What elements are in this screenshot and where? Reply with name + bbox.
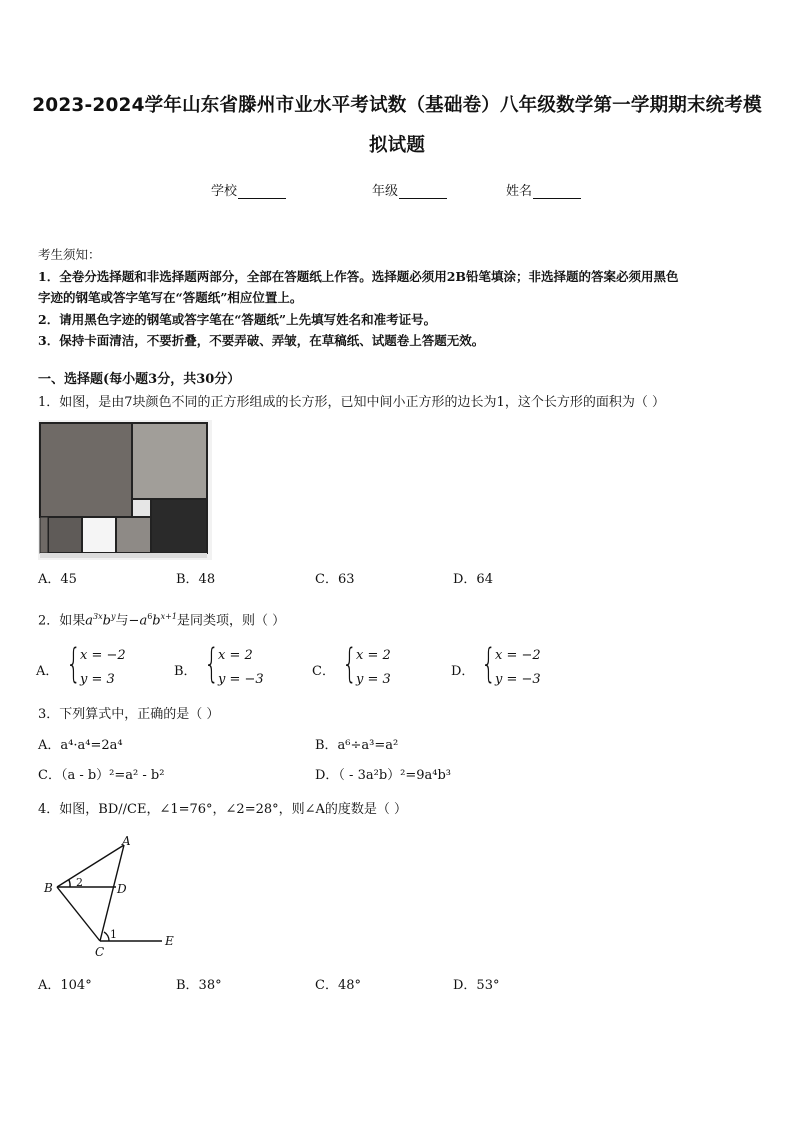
exam-title [30,86,764,166]
notice-rule-1-cont: 字迹的钢笔或答字笔写在“答题纸”相应位置上。 [38,290,303,305]
square-large-left [40,423,132,517]
label-d: D [117,882,127,896]
student-info-row [0,180,794,200]
square-bottom-left [48,517,82,553]
segment-bc [57,887,100,941]
question-1-stem: 1．如图，是由7块颜色不同的正方形组成的长方形，已知中间小正方形的边长为1，这个长方形的面积为（ ） [38,395,665,410]
name-field: 姓名 [506,180,581,199]
square-top-right [132,423,207,499]
notice-heading: 考生须知： [38,247,101,262]
name-blank[interactable] [533,185,581,199]
q4-option-d[interactable]: D．53° [453,978,500,993]
q1-option-d[interactable]: D．64 [453,572,493,587]
angle-1-arc [104,932,109,941]
q3-option-c[interactable]: C．（a - b）²=a² - b² [38,768,165,783]
angle-2-arc [69,880,70,887]
school-field: 学校 [211,180,286,199]
question-1-figure [38,420,212,560]
q1-option-c[interactable]: C．63 [315,572,355,587]
segment-ba [57,845,124,887]
question-4-stem: 4．如图，BD//CE，∠1=76°，∠2=28°，则∠A的度数是（ ） [38,802,408,817]
title-line-2: 拟试题 [368,135,426,156]
square-bottom-gray [116,517,151,553]
q4-option-b[interactable]: B．38° [176,978,222,993]
q3-option-a[interactable]: A．a⁴·a⁴=2a⁴ [38,738,123,753]
label-b: B [44,881,53,895]
q3-option-d[interactable]: D．（ - 3a²b）²=9a⁴b³ [315,768,452,783]
notice-rule-2: 2．请用黑色字迹的钢笔或答字笔在“答题纸”上先填写姓名和准考证号。 [38,311,437,327]
label-a: A [122,836,131,848]
q3-option-b[interactable]: B．a⁶÷a³=a² [315,738,399,753]
question-4-figure [38,836,188,960]
grade-blank[interactable] [399,185,447,199]
notice-rule-1: 1．全卷分选择题和非选择题两部分，全部在答题纸上作答。选择题必须用2B铅笔填涂；非选择题的答案必须用黑色 [38,268,679,284]
notice-rule-3: 3．保持卡面清洁，不要折叠，不要弄破、弄皱，在草稿纸、试题卷上答题无效。 [38,333,485,348]
square-right-dark [151,499,207,553]
question-2-stem: 2．如果$a^{3x}b^y$与$-a^6b^{x+1}$是同类项，则（ ） [38,612,286,629]
section-heading-choice: 一、选择题(每小题3分，共30分） [38,372,241,387]
question-3-stem: 3．下列算式中，正确的是（ ） [38,707,220,722]
square-bottom-white [82,517,116,553]
grade-field: 年级 [372,180,447,199]
q4-option-a[interactable]: A．104° [38,978,92,993]
exam-notice [38,244,762,352]
label-c: C [95,945,105,959]
square-center-small [132,499,151,517]
label-angle-1: 1 [110,928,117,941]
school-blank[interactable] [238,185,286,199]
q4-option-c[interactable]: C．48° [315,978,361,993]
q1-option-b[interactable]: B．48 [176,572,216,587]
label-e: E [165,934,174,948]
title-line-1: 2023-2024学年山东省滕州市业水平考试数（基础卷）八年级数学第一学期期末统考模 [32,95,762,116]
q1-option-a[interactable]: A．45 [38,572,77,587]
label-angle-2: 2 [76,876,83,889]
